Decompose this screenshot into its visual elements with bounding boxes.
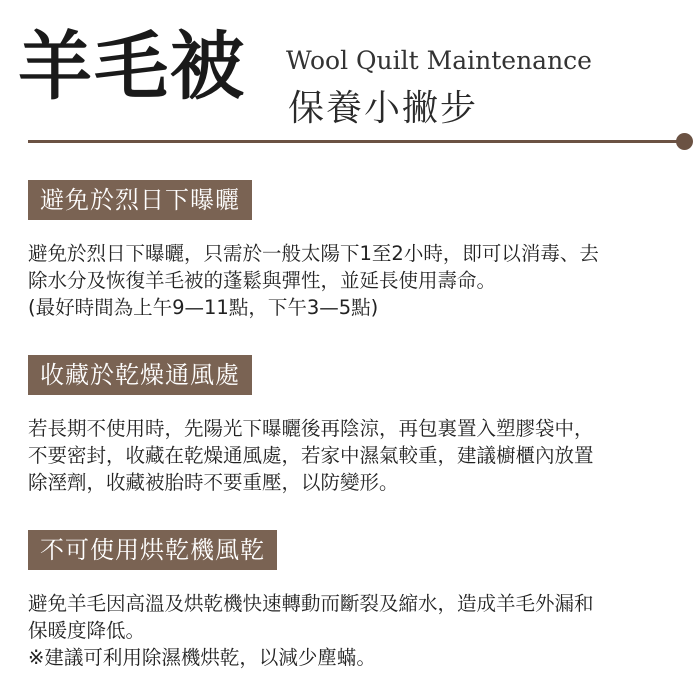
page-header xyxy=(0,0,700,160)
section-sun-drying xyxy=(28,180,678,321)
section-text: 避免於烈日下曝曬，只需於一般太陽下1至2小時，即可以消毒、去 除水分及恢復羊毛被的蓬鬆與彈性，並延長使用壽命。 (最好時間為上午9—11點，下午3—5點) xyxy=(28,242,599,319)
section-storage xyxy=(28,355,678,496)
section-heading: 不可使用烘乾機風乾 xyxy=(28,530,277,570)
page-title: 羊毛被 xyxy=(18,24,246,110)
section-body xyxy=(28,240,678,321)
chinese-subtitle: 保養小撇步 xyxy=(288,88,479,129)
divider-end-dot xyxy=(676,133,693,150)
header-divider xyxy=(28,140,680,143)
section-body xyxy=(28,415,678,496)
section-text: 避免羊毛因高溫及烘乾機快速轉動而斷裂及縮水，造成羊毛外漏和 保暖度降低。 ※建議可利用除濕機烘乾，以減少塵蟎。 xyxy=(28,592,594,669)
section-no-dryer xyxy=(28,530,678,671)
english-subtitle: Wool Quilt Maintenance xyxy=(286,46,592,75)
section-heading: 收藏於乾燥通風處 xyxy=(28,355,252,395)
section-heading: 避免於烈日下曝曬 xyxy=(28,180,252,220)
section-body xyxy=(28,590,678,671)
section-text: 若長期不使用時，先陽光下曝曬後再陰涼，再包裏置入塑膠袋中， 不要密封，收藏在乾燥通風處，若家中濕氣較重，建議櫥櫃內放置 除溼劑，收藏被胎時不要重壓，以防變形。 xyxy=(28,417,594,494)
